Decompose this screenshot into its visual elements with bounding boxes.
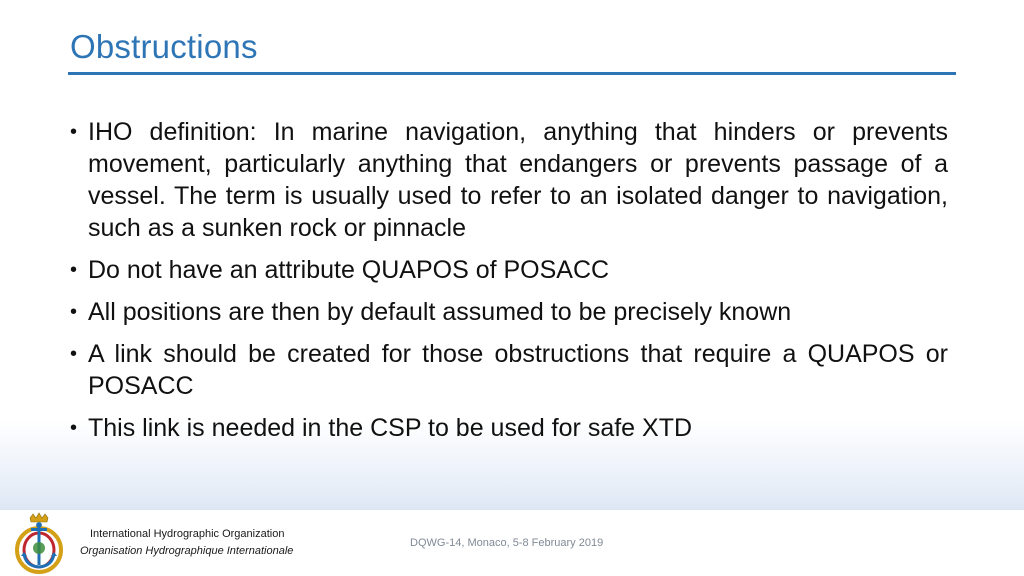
slide-content bbox=[70, 116, 948, 454]
bullet-marker: • bbox=[70, 301, 78, 323]
title-underline bbox=[68, 72, 956, 75]
bullet-text: IHO definition: In marine navigation, anything that hinders or prevents movement, particularly anything that endangers or prevents passage of a vessel. The term is usually used to refer to an isolated danger to navigation, such as a sunken rock or pinnacle bbox=[88, 118, 948, 242]
event-footer-note: DQWG-14, Monaco, 5-8 February 2019 bbox=[410, 537, 604, 549]
slide-footer bbox=[0, 510, 1024, 576]
slide-title: Obstructions bbox=[70, 28, 258, 65]
iho-anchor-emblem-icon bbox=[12, 512, 66, 576]
bullet-text: This link is needed in the CSP to be used for safe XTD bbox=[88, 414, 693, 442]
bullet-marker: • bbox=[70, 343, 78, 365]
bullet-text: All positions are then by default assumed to be precisely known bbox=[88, 298, 792, 326]
bullet-item bbox=[70, 412, 948, 444]
bullet-marker: • bbox=[70, 121, 78, 143]
bullet-text: Do not have an attribute QUAPOS of POSACC bbox=[88, 256, 610, 284]
bullet-marker: • bbox=[70, 259, 78, 281]
bullet-item bbox=[70, 254, 948, 286]
bullet-item bbox=[70, 338, 948, 402]
bullet-item bbox=[70, 116, 948, 244]
organization-name-english: International Hydrographic Organization bbox=[90, 528, 285, 540]
bullet-text: A link should be created for those obstructions that require a QUAPOS or POSACC bbox=[88, 340, 948, 400]
bullet-list bbox=[70, 116, 948, 444]
bullet-marker: • bbox=[70, 417, 78, 439]
organization-name-french: Organisation Hydrographique Internationale bbox=[80, 545, 294, 557]
bullet-item bbox=[70, 296, 948, 328]
